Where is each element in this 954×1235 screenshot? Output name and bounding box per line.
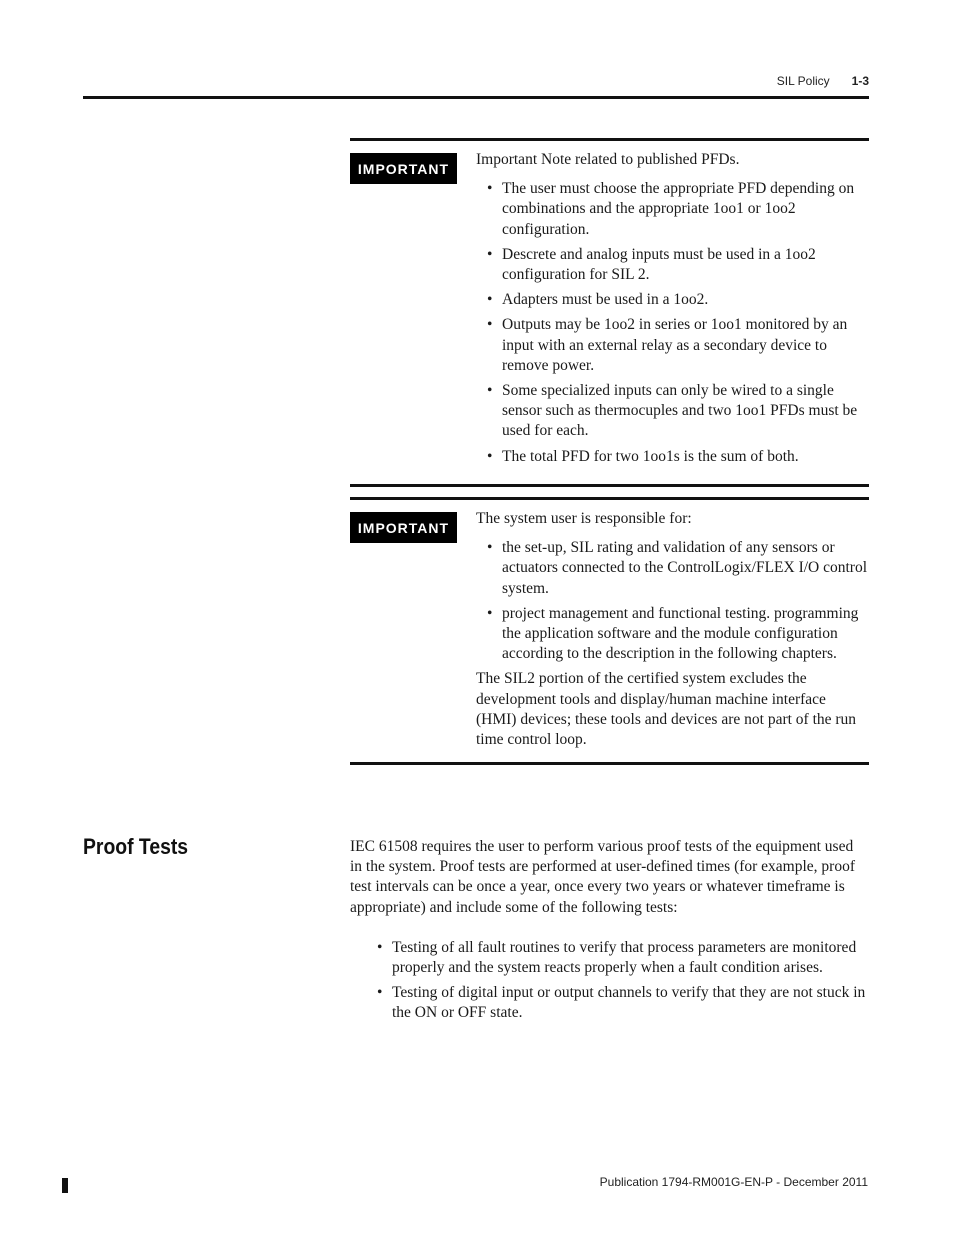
list-item: • Adapters must be used in a 1oo2. xyxy=(476,290,869,310)
list-item: • Some specialized inputs can only be wired to a single sensor such as thermocuples and two 1oo1 PFDs must be used for each. xyxy=(476,381,869,442)
section-paragraph: IEC 61508 requires the user to perform various proof tests of the equipment used in the system. Proof tests are performed at user-defined times (for example, proof test intervals can be once a year, once every two years or whatever timeframe is appropriate) and include some of the following tests: xyxy=(350,838,855,916)
important-label: IMPORTANT xyxy=(350,512,457,543)
note-body xyxy=(476,500,869,762)
list-item: • The total PFD for two 1oo1s is the sum of both. xyxy=(476,447,869,467)
list-item: • Testing of digital input or output channels to verify that they are not stuck in the ON or OFF state. xyxy=(350,983,869,1023)
header-rule xyxy=(83,96,869,99)
note-intro: The system user is responsible for: xyxy=(476,510,692,527)
header-section-name: SIL Policy xyxy=(776,74,830,88)
note-list xyxy=(476,538,869,664)
section-title: Proof Tests xyxy=(83,834,189,859)
running-header xyxy=(777,74,869,88)
footer-mark xyxy=(62,1178,68,1193)
section-list xyxy=(350,938,869,1024)
list-item: • Descrete and analog inputs must be used in a 1oo2 configuration for SIL 2. xyxy=(476,245,869,285)
list-item: • the set-up, SIL rating and validation of any sensors or actuators connected to the ControlLogix/FLEX I/O control system. xyxy=(476,538,869,599)
list-item: • Testing of all fault routines to verify that process parameters are monitored properly and the system reacts properly when a fault condition arises. xyxy=(350,938,869,978)
list-item: • project management and functional testing. programming the application software and the module configuration according to the description in the following chapters. xyxy=(476,604,869,665)
section-body xyxy=(350,837,869,1029)
note-paragraph: The SIL2 portion of the certified system excludes the development tools and display/human machine interface (HMI) devices; these tools and devices are not part of the run time control loop. xyxy=(476,670,857,749)
list-item: • Outputs may be 1oo2 in series or 1oo1 monitored by an input with an external relay as a secondary device to remove power. xyxy=(476,315,869,376)
list-item: • The user must choose the appropriate PFD depending on combinations and the appropriate 1oo1 or 1oo2 configuration. xyxy=(476,179,869,240)
note-intro: Important Note related to published PFDs. xyxy=(476,151,740,168)
important-label: IMPORTANT xyxy=(350,153,457,184)
publication-footer: Publication 1794-RM001G-EN-P - December 2011 xyxy=(599,1175,868,1189)
important-note-responsibility xyxy=(350,497,869,765)
page-number: 1-3 xyxy=(851,74,869,88)
important-note-pfd xyxy=(350,138,869,487)
note-list xyxy=(476,179,869,467)
note-body xyxy=(476,141,869,484)
